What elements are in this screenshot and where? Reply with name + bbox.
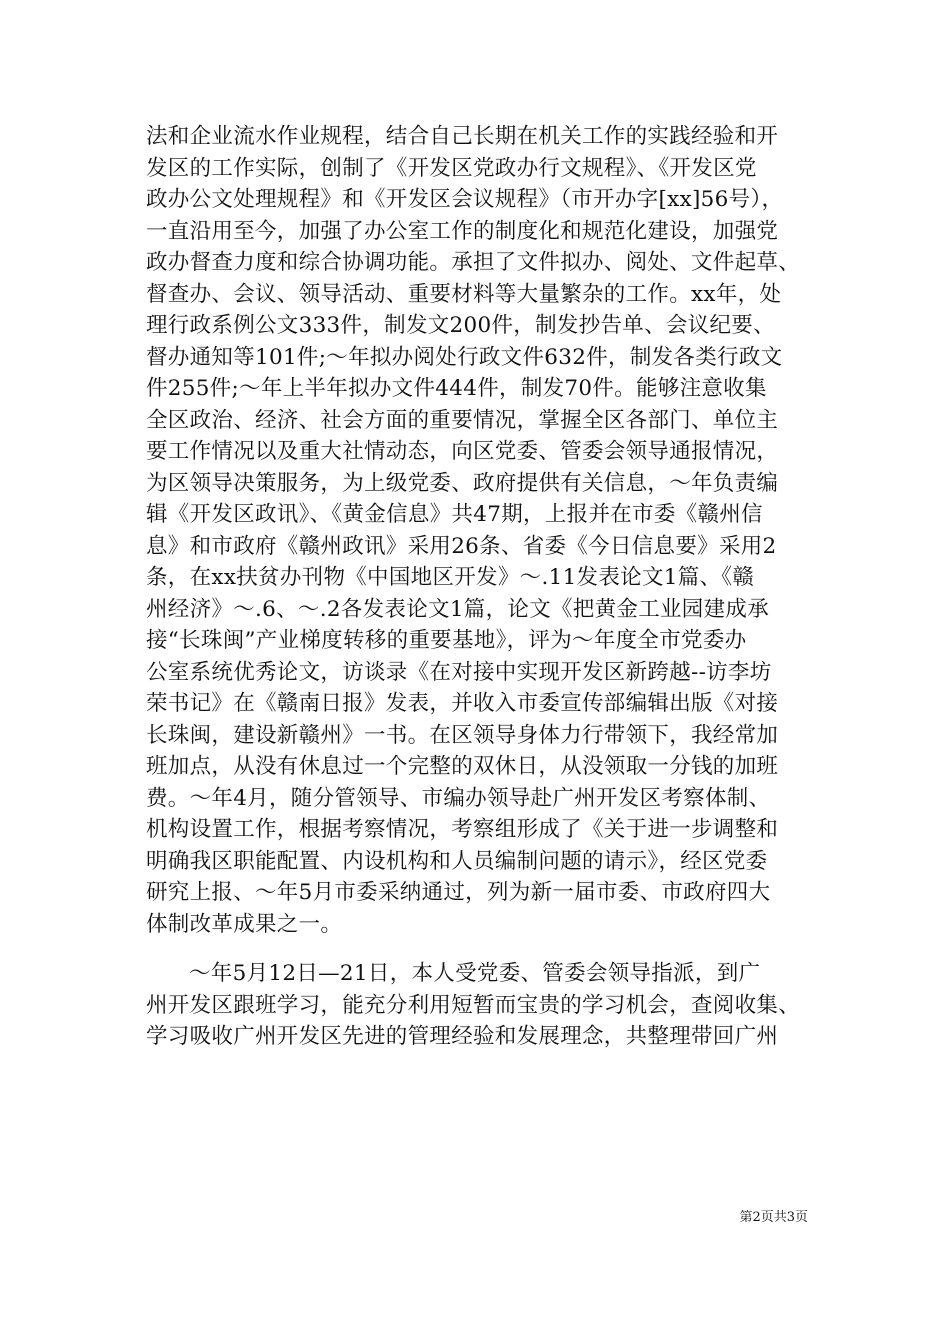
text-line: 政办督查力度和综合协调功能。承担了文件拟办、阅处、文件起草、 xyxy=(146,250,801,275)
text-line: 学习吸收广州开发区先进的管理经验和发展理念，共整理带回广州 xyxy=(146,1024,779,1049)
text-line: 督查办、会议、领导活动、重要材料等大量繁杂的工作。xx年，处 xyxy=(146,281,782,307)
text-line: 条，在xx扶贫办刊物《中国地区开发》～.11发表论文1篇、《赣 xyxy=(146,565,755,590)
text-line: 班加点，从没有休息过一个完整的双休日，从没领取一分钱的加班 xyxy=(146,754,779,779)
text-line: 为区领导决策服务，为上级党委、政府提供有关信息，～年负责编 xyxy=(146,470,779,496)
text-line: 息》和市政府《赣州政讯》采用26条、省委《今日信息要》采用2 xyxy=(146,533,777,559)
text-line: 研究上报、～年5月市委采纳通过，列为新一届市委、市政府四大 xyxy=(146,880,771,905)
text-line: 公室系统优秀论文，访谈录《在对接中实现开发区新跨越--访李坊 xyxy=(146,659,772,685)
text-line: 长珠闽，建设新赣州》一书。在区领导身体力行带领下，我经常加 xyxy=(146,722,779,748)
text-line: 要工作情况以及重大社情动态，向区党委、管委会领导通报情况， xyxy=(146,439,779,464)
text-line: 全区政治、经济、社会方面的重要情况，掌握全区各部门、单位主 xyxy=(146,407,779,433)
text-line: 明确我区职能配置、内设机构和人员编制问题的请示》，经区党委 xyxy=(146,848,768,874)
text-line: ～年5月12日—21日，本人受党委、管委会领导指派，到广 xyxy=(189,961,761,986)
text-line: 督办通知等101件;～年拟办阅处行政文件632件，制发各类行政文 xyxy=(146,344,783,370)
text-line: 机构设置工作，根据考察情况，考察组形成了《关于进一步调整和 xyxy=(146,817,779,842)
text-line: 体制改革成果之一。 xyxy=(146,911,343,937)
text-line: 理行政系例公文333件，制发文200件，制发抄告单、会议纪要、 xyxy=(146,313,775,338)
text-line: 政办公文处理规程》和《开发区会议规程》（市开办字[xx]56号）， xyxy=(146,187,784,212)
text-line: 州开发区跟班学习，能充分利用短暂而宝贵的学习机会，查阅收集、 xyxy=(146,992,801,1018)
page-footer: 第2页共3页 xyxy=(739,1210,808,1225)
text-line: 费。～年4月，随分管领导、市编办领导赴广州开发区考察体制、 xyxy=(146,785,771,811)
text-line: 法和企业流水作业规程，结合自己长期在机关工作的实践经验和开 xyxy=(146,124,779,149)
text-line: 州经济》～.6、～.2各发表论文1篇，论文《把黄金工业园建成承 xyxy=(146,596,770,622)
text-line: 一直沿用至今，加强了办公室工作的制度化和规范化建设，加强党 xyxy=(146,218,779,244)
text-line: 件255件;～年上半年拟办文件444件，制发70件。能够注意收集 xyxy=(146,376,767,401)
text-line: 发区的工作实际，创制了《开发区党政办行文规程》、《开发区党 xyxy=(146,155,757,181)
text-line: 辑《开发区政讯》、《黄金信息》共47期，上报并在市委《赣州信 xyxy=(146,502,763,527)
text-line: 荣书记》在《赣南日报》发表，并收入市委宣传部编辑出版《对接 xyxy=(146,691,779,716)
text-line: 接“长珠闽”产业梯度转移的重要基地》，评为～年度全市党委办 xyxy=(146,628,747,653)
